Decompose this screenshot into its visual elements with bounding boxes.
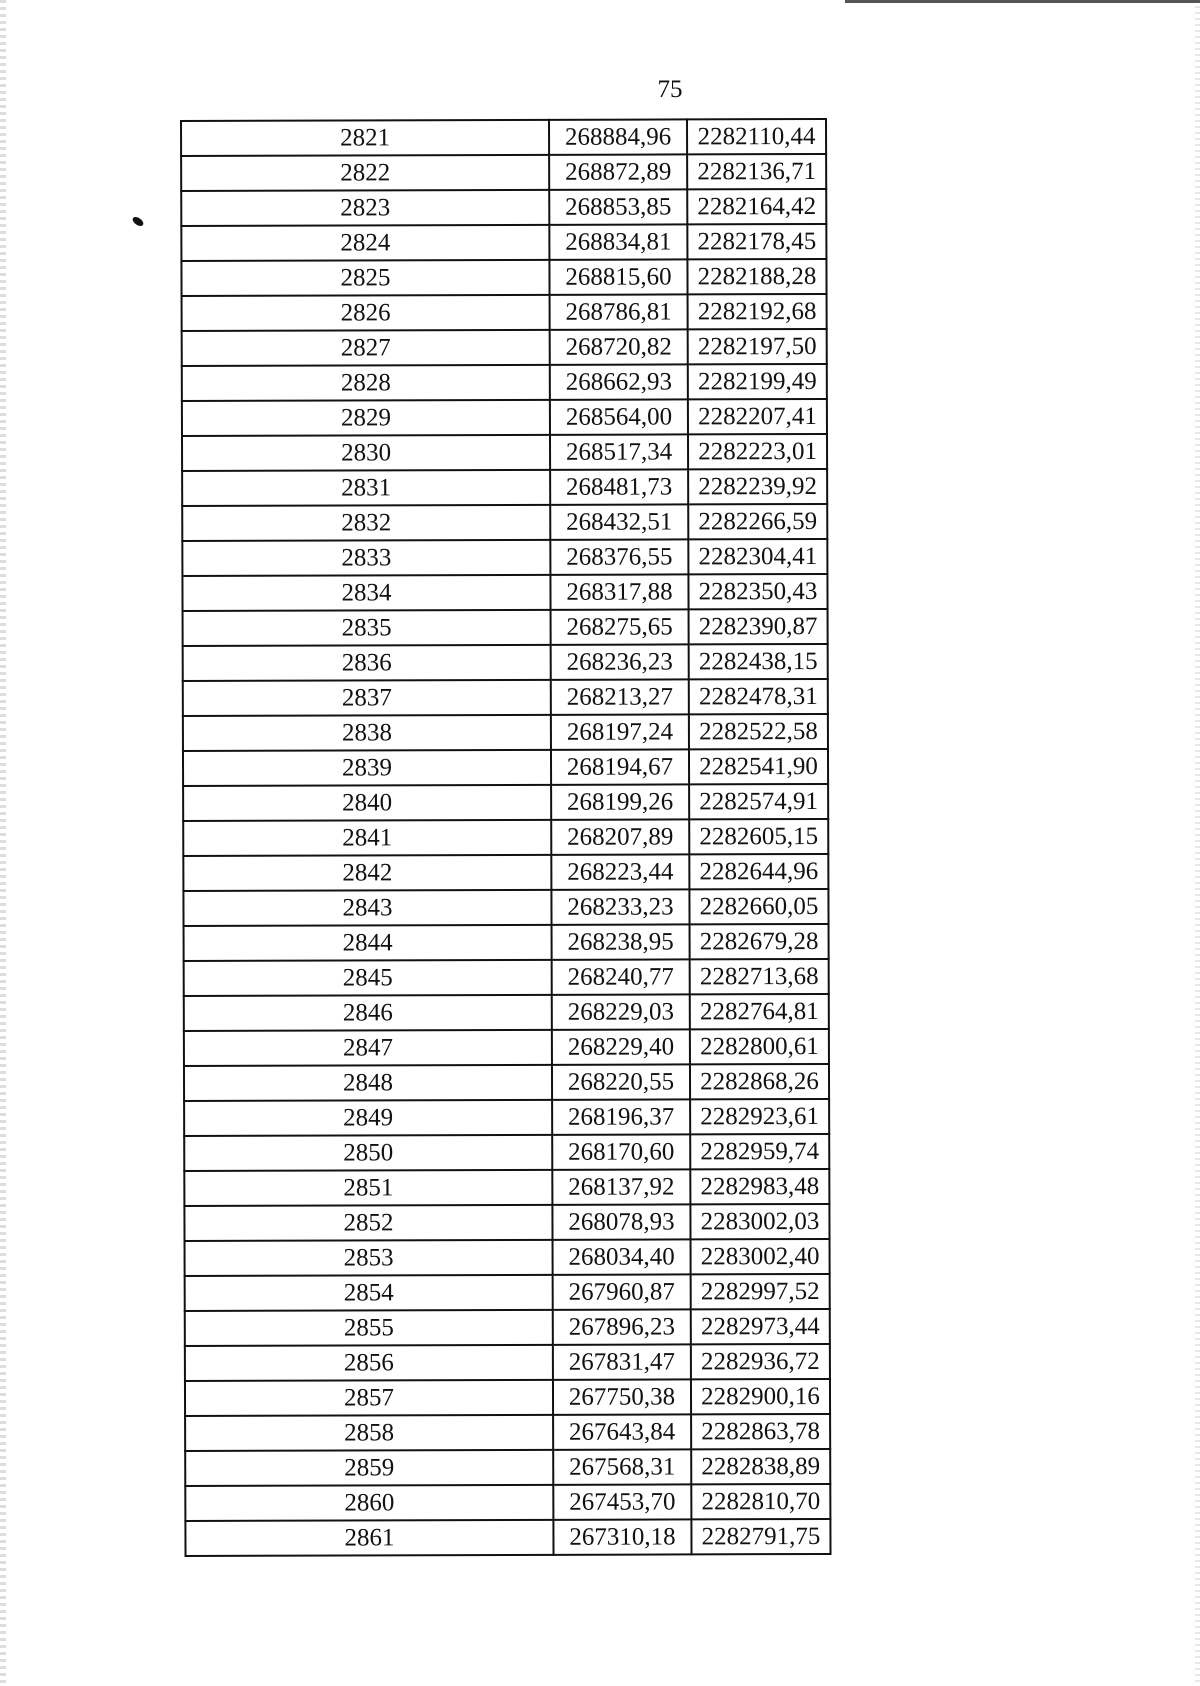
table-row <box>183 819 828 856</box>
y-coordinate-cell: 2282438,15 <box>689 644 828 679</box>
x-coordinate-cell: 268720,82 <box>550 329 688 364</box>
point-number-cell: 2847 <box>184 1030 552 1066</box>
x-coordinate-cell: 267568,31 <box>553 1449 691 1484</box>
scan-edge-right <box>1195 0 1200 1686</box>
table-row <box>182 399 827 436</box>
y-coordinate-cell: 2282223,01 <box>688 434 827 469</box>
x-coordinate-cell: 268834,81 <box>549 224 687 259</box>
x-coordinate-cell: 268194,67 <box>551 749 689 784</box>
table-row <box>183 784 828 821</box>
y-coordinate-cell: 2282178,45 <box>687 224 826 259</box>
x-coordinate-cell: 268815,60 <box>549 259 687 294</box>
y-coordinate-cell: 2282110,44 <box>687 119 826 154</box>
y-coordinate-cell: 2282863,78 <box>691 1414 830 1449</box>
x-coordinate-cell: 267750,38 <box>553 1379 691 1414</box>
point-number-cell: 2827 <box>182 330 550 366</box>
point-number-cell: 2853 <box>185 1240 553 1276</box>
point-number-cell: 2832 <box>182 505 550 541</box>
y-coordinate-cell: 2282936,72 <box>691 1344 830 1379</box>
x-coordinate-cell: 268376,55 <box>550 539 688 574</box>
table-row <box>184 994 829 1031</box>
point-number-cell: 2861 <box>185 1520 553 1556</box>
y-coordinate-cell: 2282478,31 <box>689 679 828 714</box>
x-coordinate-cell: 268240,77 <box>552 959 690 994</box>
y-coordinate-cell: 2282791,75 <box>691 1519 830 1554</box>
y-coordinate-cell: 2282800,61 <box>690 1029 829 1064</box>
table-row <box>182 469 827 506</box>
table-row <box>183 714 828 751</box>
table-row <box>185 1309 830 1346</box>
x-coordinate-cell: 267831,47 <box>553 1344 691 1379</box>
x-coordinate-cell: 267896,23 <box>553 1309 691 1344</box>
table-row <box>181 189 826 226</box>
x-coordinate-cell: 268236,23 <box>551 644 689 679</box>
table-row <box>185 1344 830 1381</box>
y-coordinate-cell: 2282997,52 <box>691 1274 830 1309</box>
point-number-cell: 2835 <box>183 610 551 646</box>
point-number-cell: 2821 <box>181 120 549 156</box>
y-coordinate-cell: 2282574,91 <box>689 784 828 819</box>
y-coordinate-cell: 2282983,48 <box>690 1169 829 1204</box>
y-coordinate-cell: 2282266,59 <box>688 504 827 539</box>
x-coordinate-cell: 268275,65 <box>551 609 689 644</box>
point-number-cell: 2850 <box>184 1135 552 1171</box>
y-coordinate-cell: 2282713,68 <box>690 959 829 994</box>
coordinates-table <box>180 118 832 1557</box>
y-coordinate-cell: 2282605,15 <box>689 819 828 854</box>
table-row <box>183 644 828 681</box>
point-number-cell: 2839 <box>183 750 551 786</box>
y-coordinate-cell: 2282973,44 <box>691 1309 830 1344</box>
scan-edge-left <box>0 0 6 1686</box>
point-number-cell: 2860 <box>185 1485 553 1521</box>
y-coordinate-cell: 2282207,41 <box>688 399 827 434</box>
y-coordinate-cell: 2282136,71 <box>687 154 826 189</box>
table-row <box>185 1449 830 1486</box>
x-coordinate-cell: 268197,24 <box>551 714 689 749</box>
table-row <box>184 959 829 996</box>
x-coordinate-cell: 268213,27 <box>551 679 689 714</box>
table-row <box>185 1519 830 1556</box>
point-number-cell: 2842 <box>183 855 551 891</box>
x-coordinate-cell: 268207,89 <box>551 819 689 854</box>
y-coordinate-cell: 2283002,03 <box>690 1204 829 1239</box>
y-coordinate-cell: 2283002,40 <box>691 1239 830 1274</box>
x-coordinate-cell: 268481,73 <box>550 469 688 504</box>
y-coordinate-cell: 2282660,05 <box>689 889 828 924</box>
scan-top-line <box>845 0 1200 3</box>
y-coordinate-cell: 2282923,61 <box>690 1099 829 1134</box>
point-number-cell: 2837 <box>183 680 551 716</box>
y-coordinate-cell: 2282390,87 <box>689 609 828 644</box>
point-number-cell: 2838 <box>183 715 551 751</box>
x-coordinate-cell: 268078,93 <box>552 1204 690 1239</box>
table-row <box>184 924 829 961</box>
table-row <box>182 434 827 471</box>
y-coordinate-cell: 2282900,16 <box>691 1379 830 1414</box>
point-number-cell: 2852 <box>184 1205 552 1241</box>
table-row <box>185 1239 830 1276</box>
table-row <box>182 294 827 331</box>
x-coordinate-cell: 267310,18 <box>553 1519 691 1554</box>
x-coordinate-cell: 268196,37 <box>552 1099 690 1134</box>
point-number-cell: 2823 <box>181 190 549 226</box>
point-number-cell: 2829 <box>182 400 550 436</box>
x-coordinate-cell: 268170,60 <box>552 1134 690 1169</box>
x-coordinate-cell: 267643,84 <box>553 1414 691 1449</box>
table-row <box>181 119 826 156</box>
table-row <box>185 1379 830 1416</box>
table-row <box>185 1484 830 1521</box>
table-row <box>182 504 827 541</box>
x-coordinate-cell: 268786,81 <box>550 294 688 329</box>
y-coordinate-cell: 2282197,50 <box>688 329 827 364</box>
page-number: 75 <box>657 76 683 103</box>
y-coordinate-cell: 2282810,70 <box>691 1484 830 1519</box>
point-number-cell: 2834 <box>182 575 550 611</box>
table-row <box>184 1064 829 1101</box>
y-coordinate-cell: 2282764,81 <box>690 994 829 1029</box>
x-coordinate-cell: 267453,70 <box>553 1484 691 1519</box>
y-coordinate-cell: 2282541,90 <box>689 749 828 784</box>
y-coordinate-cell: 2282188,28 <box>687 259 826 294</box>
y-coordinate-cell: 2282644,96 <box>689 854 828 889</box>
x-coordinate-cell: 268034,40 <box>553 1239 691 1274</box>
table-row <box>184 1204 829 1241</box>
table-row <box>184 1134 829 1171</box>
point-number-cell: 2840 <box>183 785 551 821</box>
x-coordinate-cell: 268137,92 <box>552 1169 690 1204</box>
x-coordinate-cell: 268238,95 <box>552 924 690 959</box>
point-number-cell: 2843 <box>183 890 551 926</box>
y-coordinate-cell: 2282350,43 <box>688 574 827 609</box>
y-coordinate-cell: 2282838,89 <box>691 1449 830 1484</box>
x-coordinate-cell: 268853,85 <box>549 189 687 224</box>
point-number-cell: 2830 <box>182 435 550 471</box>
table-row <box>183 679 828 716</box>
x-coordinate-cell: 268199,26 <box>551 784 689 819</box>
point-number-cell: 2854 <box>185 1275 553 1311</box>
table-row <box>182 364 827 401</box>
table-row <box>183 889 828 926</box>
x-coordinate-cell: 268233,23 <box>551 889 689 924</box>
table-row <box>185 1414 830 1451</box>
point-number-cell: 2826 <box>182 295 550 331</box>
point-number-cell: 2858 <box>185 1415 553 1451</box>
table-row <box>181 154 826 191</box>
table-row <box>184 1099 829 1136</box>
point-number-cell: 2822 <box>181 155 549 191</box>
y-coordinate-cell: 2282959,74 <box>690 1134 829 1169</box>
coordinates-table-body <box>181 119 831 1556</box>
x-coordinate-cell: 268432,51 <box>550 504 688 539</box>
x-coordinate-cell: 268229,40 <box>552 1029 690 1064</box>
point-number-cell: 2828 <box>182 365 550 401</box>
y-coordinate-cell: 2282239,92 <box>688 469 827 504</box>
point-number-cell: 2859 <box>185 1450 553 1486</box>
table-row <box>183 854 828 891</box>
y-coordinate-cell: 2282199,49 <box>688 364 827 399</box>
table-row <box>183 749 828 786</box>
point-number-cell: 2856 <box>185 1345 553 1381</box>
point-number-cell: 2848 <box>184 1065 552 1101</box>
x-coordinate-cell: 268220,55 <box>552 1064 690 1099</box>
point-number-cell: 2836 <box>183 645 551 681</box>
point-number-cell: 2844 <box>184 925 552 961</box>
point-number-cell: 2846 <box>184 995 552 1031</box>
y-coordinate-cell: 2282164,42 <box>687 189 826 224</box>
x-coordinate-cell: 268884,96 <box>549 119 687 154</box>
x-coordinate-cell: 268517,34 <box>550 434 688 469</box>
y-coordinate-cell: 2282304,41 <box>688 539 827 574</box>
point-number-cell: 2851 <box>184 1170 552 1206</box>
x-coordinate-cell: 268872,89 <box>549 154 687 189</box>
point-number-cell: 2855 <box>185 1310 553 1346</box>
y-coordinate-cell: 2282868,26 <box>690 1064 829 1099</box>
point-number-cell: 2857 <box>185 1380 553 1416</box>
table-row <box>181 259 826 296</box>
point-number-cell: 2825 <box>181 260 549 296</box>
y-coordinate-cell: 2282192,68 <box>688 294 827 329</box>
ink-mark <box>131 215 145 228</box>
y-coordinate-cell: 2282522,58 <box>689 714 828 749</box>
point-number-cell: 2845 <box>184 960 552 996</box>
x-coordinate-cell: 268317,88 <box>550 574 688 609</box>
point-number-cell: 2841 <box>183 820 551 856</box>
table-row <box>182 329 827 366</box>
table-row <box>184 1169 829 1206</box>
x-coordinate-cell: 268229,03 <box>552 994 690 1029</box>
table-row <box>185 1274 830 1311</box>
point-number-cell: 2833 <box>182 540 550 576</box>
table-row <box>184 1029 829 1066</box>
x-coordinate-cell: 268662,93 <box>550 364 688 399</box>
x-coordinate-cell: 268223,44 <box>551 854 689 889</box>
table-row <box>181 224 826 261</box>
table-row <box>182 574 827 611</box>
point-number-cell: 2831 <box>182 470 550 506</box>
point-number-cell: 2824 <box>181 225 549 261</box>
table-row <box>182 539 827 576</box>
x-coordinate-cell: 267960,87 <box>553 1274 691 1309</box>
y-coordinate-cell: 2282679,28 <box>690 924 829 959</box>
point-number-cell: 2849 <box>184 1100 552 1136</box>
x-coordinate-cell: 268564,00 <box>550 399 688 434</box>
table-row <box>183 609 828 646</box>
